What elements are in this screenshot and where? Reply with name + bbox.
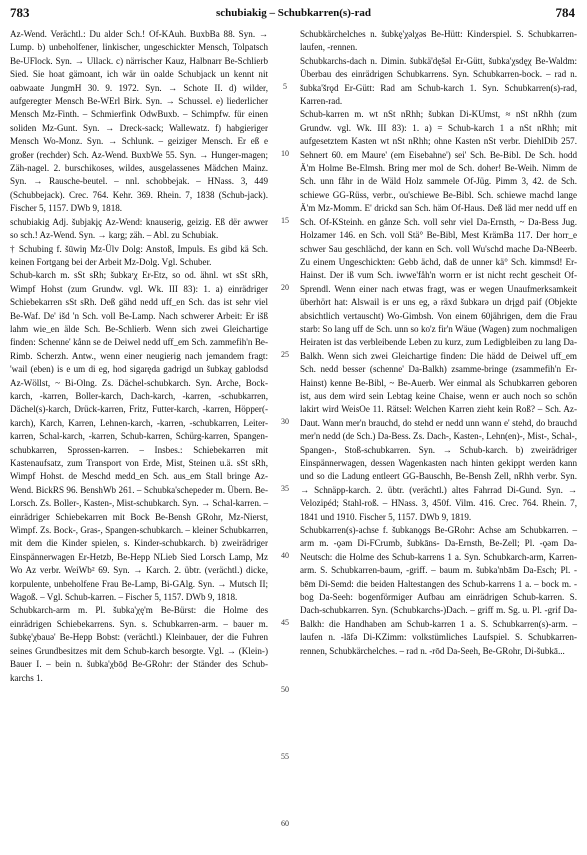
- line-number: 45: [281, 618, 289, 627]
- line-number: 10: [281, 149, 289, 158]
- left-column: [10, 28, 268, 685]
- running-head: schubiakig – Schubkarren(s)-rad: [215, 7, 372, 19]
- line-number: 50: [281, 685, 289, 694]
- entry-schubing: † Schubing f. šūwiŋ Mz-Ülv Dolg: Anstoß, Impuls. Es gibd kä Sch. keinen Fortgang bei der Arbeit Mz-Dolg. Vgl. Schuber.: [10, 243, 268, 267]
- line-number: 5: [283, 82, 287, 91]
- page-header: [0, 5, 587, 25]
- entry-schubkarchs-dach: Schubkarchs-dach n. Dimin. šubkä'dęšəl Er-Gütt, šubka'χsdęχ Be-Waldm: Überbau des einrädrigen Schubkarrens. Syn. Schubkarren-bock. – rad n. šubka'šrǫd Er-Gütt: Rad am Schub-karch 1. Syn. Schubkarren(s)-rad, Karren-rad.: [300, 55, 577, 107]
- line-number: 40: [281, 551, 289, 560]
- entry-schubiakig: schubiakig Adj. šubjakįç Az-Wend: knauserig, geizig. Eß dër awwer so sch.! Az-Wend. Syn. → karg; zäh. – Abl. zu Schubiak.: [10, 216, 268, 241]
- entry-schubiak-continued: Az-Wend. Verächtl.: Du alder Sch.! Of-KAuh. BuxbBa 88. Syn. → Lump. b) unbeholfener, linkischer, ungeschickter Mensch, Tolpatsch Be-UFlock. Syn. → Ullack. c) närrischer Kauz, Halbnarr Be-Schlierb Sied. Sie hoat gämoant, ich wär ün oalde Schubjack un kennt nit oabwaate JungmH 30. 9. 1972. Syn. → Schote II. d) wilder, aufgeregter Mensch Be-WErl Birk. Syn. → Schussel. e) liederlicher Mensch Mz-Finth. – Schmierfink OdwBuxb. – Schimpfw. für einen soliden Mz-Gunt. Syn. → Dreck-sack; Wallewatz. f) habgieriger Mensch Wo-Monz. Syn. → Schlunk. – geiziger Mensch. Er eß e großer (rechder) Sch. Az-Wend. BuxbWe 55. Syn. → Hunger-magen; Zäh-nagel. 2. burschikoses, wildes, ausgelassenes Mädchen Mainz. Syn. → Rausche-beutel. – nnl. schobbejak. – HNass. 3, 449 (Schubbejack). Crec. 764. Kehr. 369. Rhein. 7, 1838 (Schub-jack). Fischer 5, 1157. DWb 9, 1818.: [10, 29, 268, 214]
- line-number: 35: [281, 484, 289, 493]
- entry-schubkarch-arm: Schubkarch-arm m. Pl. šubka'χę'm Be-Bürst: die Holme des einrädrigen Schiebekarrens. Syn. s. Schubkarren-arm. – bauer m. šubkę'χbauə' Be-Hepp Bobst: (verächtl.) Kleinbauer, der die Fuhren seines Grundbesitzes mit dem Schub-karch besorgte. Vgl. → (Klein-) Bauer I. – bein n. šubka'χbōḍ Be-GRohr: der Ständer des Schub-karchs 1.: [10, 605, 268, 683]
- entry-schubkarrens-achse: Schubkarren(s)-achse f. šubkanǫgs Be-GRohr: Achse am Schubkarren. – arm m. -ǫǝm Di-FCrumb, šubkāns- Da-Ernsth, Be-Zell; Pl. -ǫǝm Da-Neutsch: die Holme des Schub-karrens 1 a. Syn. Schubkarch-arm, Karren-arm. S. Schubkarren-baum, -griff. – baum m. šubka'nbām Da-Esch; Pl. -bēm Di-Semd: die beiden Haltestangen des Schub-karrens 1 a. – bock m. -bog Da-Seeh: bogenförmiger Aufbau am einrädrigen Schub-karren. S. Dach-schubkarren. Syn. (Schubkarchs-)Dach. – griff m. Sg. u. Pl. -grif Da-Balkh: die Handhaben am Schub-karren 1 a. S. Schubkarren(s)-arm. – laufen n. -lāfə Di-KZimm: volkstümliches Laufspiel. S. Schubkarren-rennen, Schubkärchelches. – rad n. -rōd Da-Seeh, Be-GRohr, Di-šubkā...: [300, 525, 577, 656]
- page-number-left: 783: [10, 5, 30, 20]
- right-column: [300, 28, 577, 658]
- entry-schub-karch: Schub-karch m. sSt sRh; šubkaʳχ Er-Etz, so od. ähnl. wt sSt sRh, Wimpf Hohst (zum Grundw. vgl. Wk. III 83): 1. a) einrädriger Schiebekarren sSt sRh. Deß gähd nedd uff_en Sch. das ist sehr viel Be-Waf. De' išd 'n Sch. voll Be-Lamp. Nach schwerer Arbeit: Er išß lahm wie_en älde Sch. Be-Schlierb. Wenn sich zwei Gleichartige finden: Schenne' kånn se de Deiwel nedd uff_em Sch. zammefih'n Be-Rimb. Scherzh. Antw., wenn einer neugierig nach jemandem fragt: 'wail (eben) is e um di eg, hod sigaręda gadrigd un šubkaχ gablodsd Az-Wöllst, ~ Bi-Olng. Zs. Dächel-schubkarch. Syn. Arche, Bock-karch, -karren, Boller-karch, Dach-karch, -karren, -schubkarren, Dächel(s)-karch, Drück-karren, Fritz, Futter-karch, -karren, Höpper(-karch), Karch, Karren, Lehnen-karch, -karren, -schubkarren, Leiter-karren, Schal-karch, -karren, Schub-karren, Schürg-karren, Spangen-schubkarren, Sprossen-karren. – Insbes.: Schiebekarren mit Kastenaufsatz, zum Transport von Erde, Mist, Steinen u.ä. sSt sRh, Wimpf Hohst. de Meschd medd_en Sch. aus_em Stall bringe Az-Wend. BickRS 96. BenshWb 261. – Schubka'schepeder m. Übern. Be-Lorsch. Zs. Boller-, Kasten-, Mist-schubkarch. Syn. → Schal-karren. – einrädriger Schiebekarren mit Bock Be-Bensh GRohr, Mz-Nierst, Wimpf. Zs. Bock-, Gras-, Spangen-schubkarch. – kleiner Schubkarren, mit dem die Kinder spielen, s. Kinder-schubkarch. b) zweirädriger Einspännerwagen Er-Hetzb, Be-Hepp NLieb Sied Lorsch Lamp, Mz Wo Az verbr. WeiWb² 69. Syn. → Karch. 2. übtr. (verächtl.) dicke, korpulente, unbeholfene Frau Be-Lamp, Bi-GAlg. Syn. → Mutsch II; Wagoß. – Vgl. Schub-karren. – Fischer 5, 1157. DWb 9, 1818.: [10, 270, 268, 603]
- page-number-right: 784: [555, 5, 575, 20]
- entry-schub-karren: Schub-karren m. wt nSt nRhh; šubkan Di-KUmst, ≈ nSt nRhh (zum Grundw. vgl. Wk. III 83): 1. a) = Schub-karch 1 a nSt nRhh; mit aufgesetztem Kasten wt nSt nRhh; ohne Kasten nSt verbr. DiehlDib 257. Sehnert 60. em Maure' (em Eisebahne') sei' Sch. Be-Bibl. De Sch. hodd Ä'm Holme Be-Elmsh. Bring mer mol de Sch. doher! Be-Weih. Nimm de Sch. unn fåhr in de Wäld Holz sammele Of-Jüg. Pimm 3, 42. de Sch. schiewe GG-Rüss, verbr., ou'schiewe Be-Bibl. Sch. schiewe machd lange Ä'm Mz-Momm. E' drickd san Sch. häm Of-Haus. Deß läd mer nedd uff en Sch. Of-KSteinh. en gånze Sch. voll sehr viel Da-Ernsth, ~ Da-Bess Jug. Holzamer 146. en Sch. voll Stä° Be-Bibl, Mest KrämBa 117. Der horr_e schwer Sau geschlächd, der kann en Sch. voll Wu'schd mache Da-NBeerb. Zu einem Ungeschickten: Gebb ächd, daß de unner kä° Sch. kimmsd! Er-Hainst. Der iß vum Sch. iwwe'fåh'n worrn er ist nicht recht gescheit Of-Sprendl. Wenn einer nach etwas fragt, was er wegen Unaufmerksamkeit überhört hat: Alswail is er uns eg, ə räxd šubkarə un drįgd paif (Objekte absichtlich vertauscht) Wo-Gimbsh. Von einem 60jährigen, dem die Frau starb: So lang uff de Sch. unn so ko'z fir'n Wäue (Wagen) zum nochmaligen Heiraten ist das verbleibende Leben zu kurz, zum Ledigbleiben zu lang Da-Balkh. Wenn sich zwei Gleichartige finden: Die hädd de Deiwel uff_em Sch. nedd besser (schenne' Da-Balkh) zsamme-bringe (zsammefih'n Er-Hainst) kenne Be-Bibl, ~ Be-Auerb. Wer einmal als Schubkarren geboren ist, aus dem wird sein Lebtag keine Chaise, wenn er auch noch so schön lakirt wird WeisOe 11. Rätsel: Welchen Karren zieht kein Roß? – Sch. Az-Daut. Wann mer'n brauchd, do stehd er nedd unn wann e' stehd, do brauchd mer'n nedd (de Sch.) Da-Bess. Zs. Dach-, Kasten-, Lehn(en)-, Mist-, Schal-, Spangen-, Stoß-schubkarren. Syn. → Schub-karch. b) zweirädriger Einspännerwagen, dessen Wagenkasten nach hinten gekippt werden kann und so die Ladung entleert GG-Bauschh, Be-Bensh Zell, nRhh verbr. Syn. → Schnäpp-karch. 2. übtr. (verächtl.) altes Fahrrad Di-Gund. Syn. → Velozipéd; Stahl-roß. – HNass. 3, 450f. Vilm. 416. Crec. 764. Rhein. 7, 1841 und 1910. Fischer 5, 1157. DWb 9, 1819.: [300, 109, 577, 522]
- line-number: 20: [281, 283, 289, 292]
- line-number: 15: [281, 216, 289, 225]
- line-number: 60: [281, 819, 289, 828]
- line-number: 55: [281, 752, 289, 761]
- line-number: 30: [281, 417, 289, 426]
- line-number: 25: [281, 350, 289, 359]
- entry-schubkaerchelches: Schubkärchelches n. šubkę'χəlχəs Be-Hütt: Kinderspiel. S. Schubkarren-laufen, -rennen.: [300, 29, 577, 53]
